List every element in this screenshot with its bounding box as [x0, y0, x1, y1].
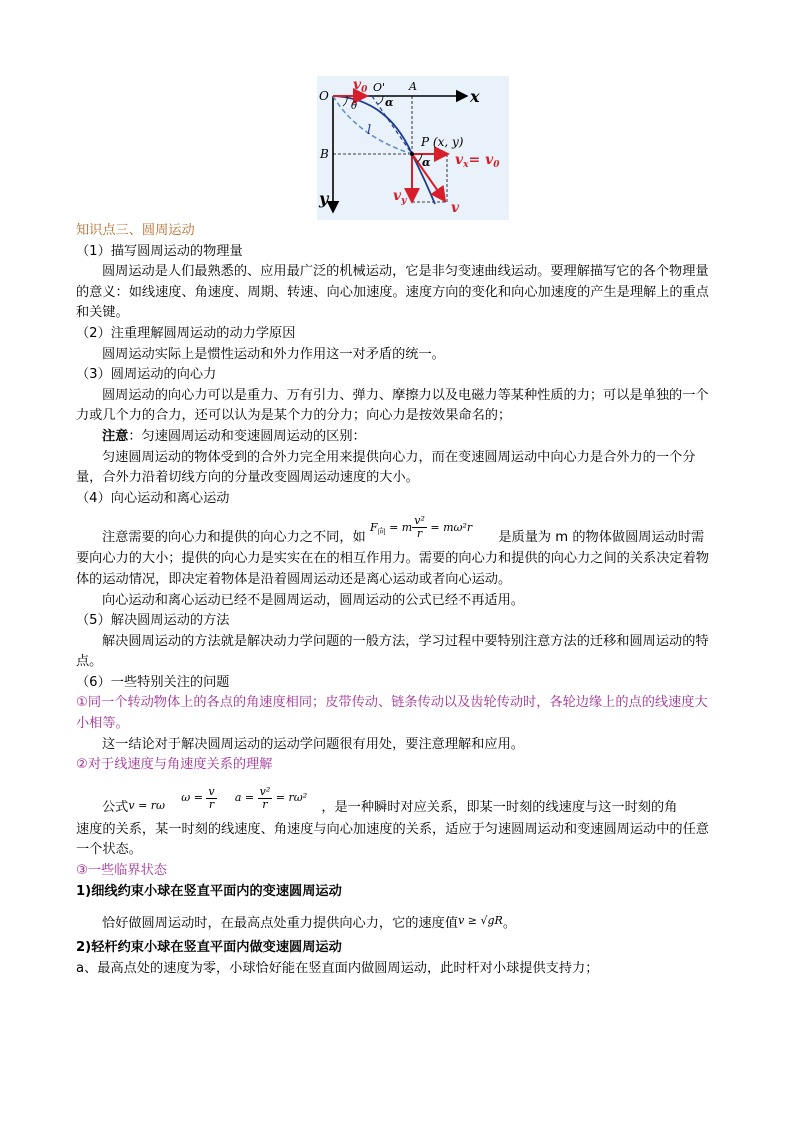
- c1-heading: 1)细线约束小球在竖直平面内的变速圆周运动: [76, 883, 342, 899]
- formula-eq1: = m: [385, 520, 413, 534]
- p1-body: 圆周运动是人们最熟悉的、应用最广泛的机械运动，它是非匀变速曲线运动。要理解描写它的各个物理量的意义：如线速度、角速度、周期、转速、向心加速度。速度方向的变化和向心加速度的产生是理解上的重点和关键。: [76, 264, 709, 321]
- p6-item2: ②对于线速度与角速度关系的理解: [76, 757, 273, 773]
- label-v0: $v_0$: [353, 77, 368, 95]
- note-text: ：匀速圆周运动和变速圆周运动的区别：: [128, 428, 366, 444]
- label-oprime: O': [373, 81, 386, 94]
- trajectory-curve: [333, 96, 435, 204]
- point-p: [410, 152, 414, 156]
- formula-v-rw: v = rω: [128, 799, 166, 813]
- p3-body: 圆周运动的向心力可以是重力、万有引力、弹力、摩擦力以及电磁力等某种性质的力；可以是单独的一个力或几个力的合力，还可以认为是某个力的分力；向心力是按效果命名的；: [76, 387, 709, 424]
- c2-item-a: a、最高点处的速度为零，小球恰好能在竖直面内做圆周运动，此时杆对小球提供支持力；: [76, 960, 599, 976]
- formula-omega-num: v: [208, 784, 215, 798]
- formula-accel-num: v²: [259, 784, 271, 798]
- note-label: 注意: [102, 428, 129, 444]
- p6-item2-formula-line: [76, 776, 720, 820]
- c1-post: 。: [502, 916, 517, 932]
- p6-item1-note: 这一结论对于解决圆周运动的运动学问题很有用处，要注意理解和应用。: [102, 736, 524, 752]
- main-content: [76, 221, 720, 979]
- p3-body2: 匀速圆周运动的物体受到的合外力完全用来提供向心力，而在变速圆周运动中向心力是合外力的一个分量，合外力沿着切线方向的分量改变圆周运动速度的大小。: [76, 449, 696, 486]
- label-y: y: [319, 189, 329, 208]
- angle-alpha1-arc: [378, 96, 383, 104]
- label-l: l: [367, 123, 372, 138]
- formula-omega: [169, 784, 216, 811]
- formula-accel-frac: [258, 786, 273, 811]
- formula-den: r: [416, 527, 423, 541]
- p2-body: 圆周运动实际上是惯性运动和外力作用这一对矛盾的统一。: [102, 346, 445, 362]
- p5-heading: （5）解决圆周运动的方法: [76, 613, 230, 629]
- formula-omega-frac: [206, 786, 216, 811]
- label-a: A: [409, 80, 417, 93]
- c1-pre: 恰好做圆周运动时，在最高点处重力提供向心力，它的速度值: [102, 916, 459, 932]
- label-b: B: [320, 147, 329, 161]
- p4-body2: 要向心力的大小；提供的向心力是实实在在的相互作用力。需要的向心力和提供的向心力之间的关系决定着物体的运动情况，即决定着物体是沿着圆周运动还是离心运动或者向心运动。: [76, 551, 709, 587]
- p4-formula-line: [76, 509, 720, 549]
- projectile-diagram: [317, 76, 509, 220]
- p4-pre: 注意需要的向心力和提供的向心力之不同，如: [102, 529, 366, 545]
- c1-line: [76, 902, 720, 938]
- p6-item3: ③一些临界状态: [76, 863, 167, 879]
- label-theta: θ: [351, 101, 358, 112]
- p4-heading: （4）向心运动和离心运动: [76, 490, 230, 506]
- p5-body: 解决圆周运动的方法就是解决动力学问题的一般方法，学习过程中要特别注意方法的迁移和圆周运动的特点。: [76, 633, 709, 670]
- formula-accel-den: r: [262, 797, 268, 811]
- formula-f-sub: 向: [377, 527, 386, 536]
- projectile-figure: [317, 76, 509, 220]
- formula-accel-lhs: a =: [234, 791, 258, 805]
- p3-heading: （3）圆周运动的向心力: [76, 367, 217, 383]
- p4-post: 是质量为 m 的物体做圆周运动时需: [498, 529, 705, 545]
- p6-item1: ①同一个转动物体上的各点的角速度相同；皮带传动、链条传动以及齿轮传动时，各轮边缘上的点的线速度大小相等。: [76, 695, 708, 732]
- c2-heading: 2)轻杆约束小球在竖直平面内做变速圆周运动: [76, 940, 342, 956]
- label-x: x: [470, 87, 480, 106]
- label-v: v: [451, 200, 460, 216]
- formula-eq2: = mω²r: [426, 520, 473, 534]
- p6-item2-body: 速度的关系，某一时刻的线速度、角速度与向心加速度的关系，适应于匀速圆周运动和变速圆周运动中的任意一个状态。: [76, 821, 709, 858]
- label-p: P (x, y): [421, 135, 464, 149]
- formula-accel: [221, 784, 308, 811]
- p4-body3: 向心运动和离心运动已经不是圆周运动，圆周运动的公式已经不再适用。: [102, 592, 524, 608]
- formula-accel-rhs: = rω²: [272, 791, 308, 805]
- formula-num: v²: [414, 514, 425, 528]
- p6-heading: （6）一些特别关注的问题: [76, 674, 230, 690]
- label-alpha1: α: [385, 96, 394, 109]
- p2-heading: （2）注重理解圆周运动的动力学原因: [76, 325, 296, 341]
- formula-frac: [412, 515, 427, 540]
- formula-centripetal: [369, 514, 473, 541]
- formula-pre: 公式: [102, 800, 129, 816]
- note-line: [76, 427, 720, 448]
- label-o: O: [319, 89, 329, 103]
- section-title: 知识点三、圆周运动: [76, 223, 195, 238]
- formula-f: F: [369, 520, 378, 534]
- formula-post: ，是一种瞬时对应关系，即某一时刻的线速度与这一时刻的角: [321, 800, 678, 816]
- label-vy: $v_y$: [393, 188, 407, 206]
- c1-formula: v ≥ √gR: [458, 914, 503, 928]
- formula-omega-lhs: ω =: [181, 791, 207, 805]
- formula-omega-den: r: [208, 797, 215, 811]
- p1-heading: （1）描写圆周运动的物理量: [76, 243, 243, 259]
- label-alpha2: α: [422, 156, 431, 169]
- label-vx: $v_x= v_0$: [455, 152, 500, 170]
